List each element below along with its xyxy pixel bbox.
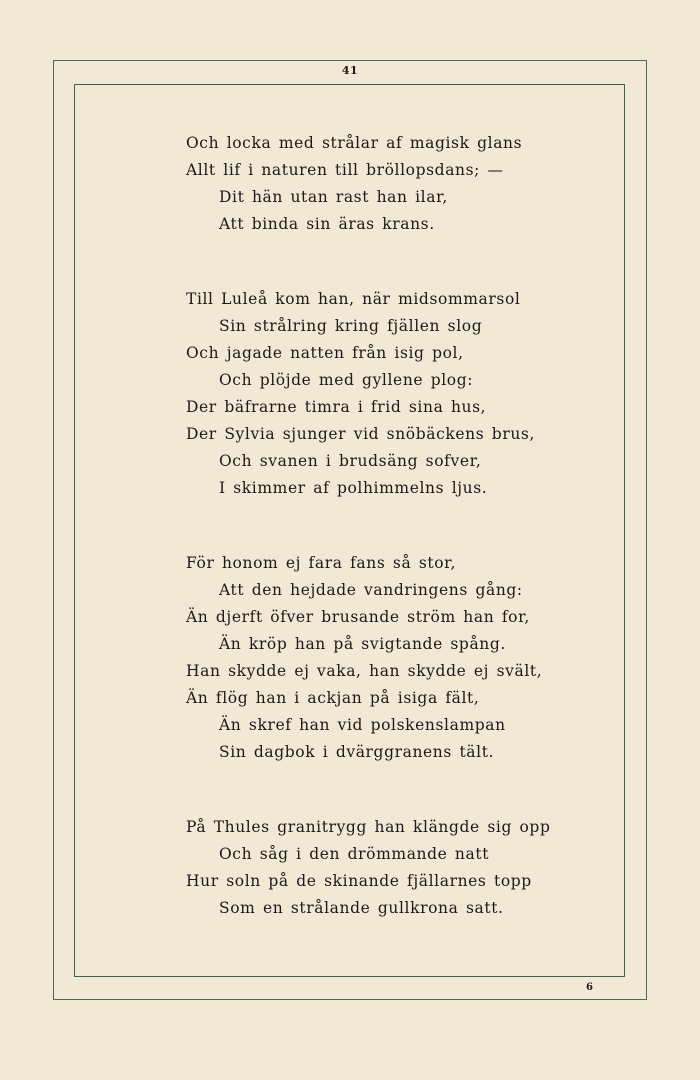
poem-line: Och locka med strålar af magisk glans <box>186 134 523 152</box>
poem-line: Som en strålande gullkrona satt. <box>219 899 504 917</box>
poem-line: Att den hejdade vandringens gång: <box>219 581 523 599</box>
poem-line: Än kröp han på svigtande spång. <box>219 635 506 653</box>
poem-line: Dit hän utan rast han ilar, <box>219 188 448 206</box>
poem-line: Sin strålring kring fjällen slog <box>219 317 483 335</box>
poem-line: På Thules granitrygg han klängde sig opp <box>186 818 551 836</box>
poem-line: Hur soln på de skinande fjällarnes topp <box>186 872 532 890</box>
poem-line: För honom ej fara fans så stor, <box>186 554 457 572</box>
signature-mark: 6 <box>586 982 593 993</box>
page-number: 41 <box>341 64 359 77</box>
poem-line: Än djerft öfver brusande ström han for, <box>186 608 530 626</box>
poem-line: Och jagade natten från isig pol, <box>186 344 464 362</box>
poem-line: Allt lif i naturen till bröllopsdans; — <box>186 161 504 179</box>
poem-line: Och plöjde med gyllene plog: <box>219 371 474 389</box>
poem-line: Sin dagbok i dvärggranens tält. <box>219 743 495 761</box>
poem-line: Och svanen i brudsäng sofver, <box>219 452 482 470</box>
poem-line: Der Sylvia sjunger vid snöbäckens brus, <box>186 425 536 443</box>
poem-line: Och såg i den drömmande natt <box>219 845 490 863</box>
poem-line: Till Luleå kom han, när midsommarsol <box>186 290 521 308</box>
poem-line: I skimmer af polhimmelns ljus. <box>219 479 488 497</box>
poem-line: Än flög han i ackjan på isiga fält, <box>186 689 480 707</box>
poem-line: Der bäfrarne timra i frid sina hus, <box>186 398 487 416</box>
poem-line: Än skref han vid polskenslampan <box>219 716 506 734</box>
poem-line: Han skydde ej vaka, han skydde ej svält, <box>186 662 543 680</box>
poem-line: Att binda sin äras krans. <box>219 215 435 233</box>
